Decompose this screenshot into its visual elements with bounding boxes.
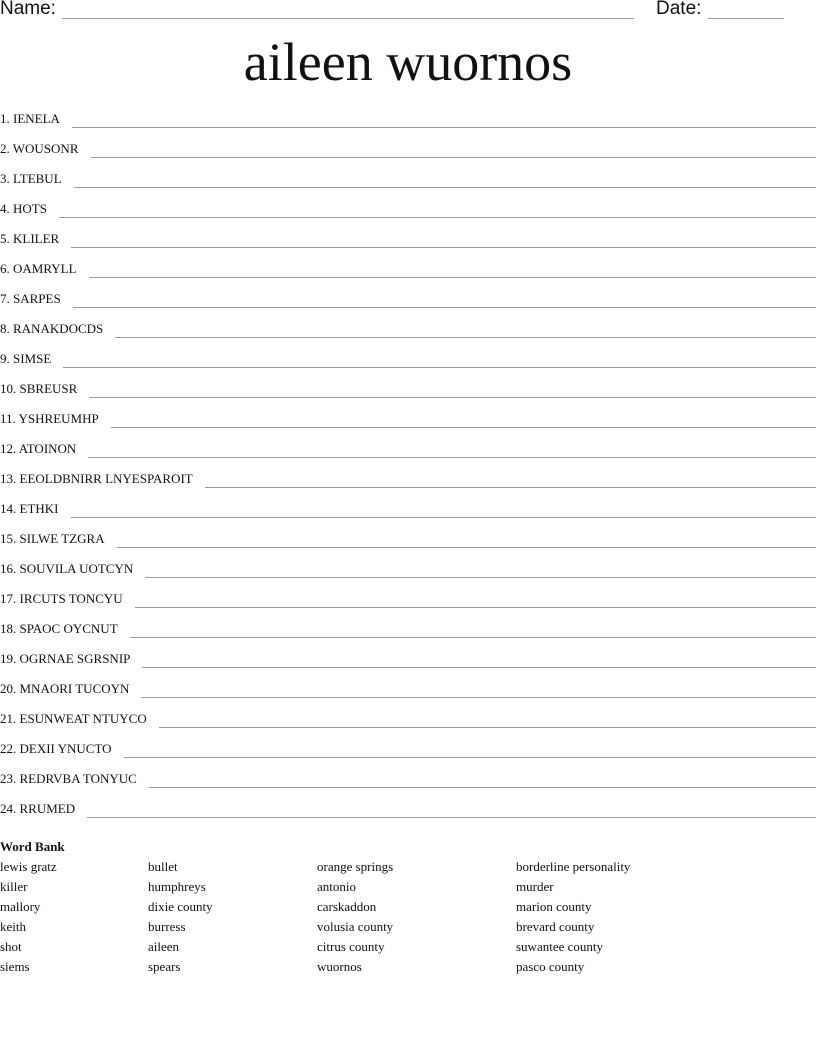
question-list: [0, 112, 816, 818]
question-text: 19. OGRNAE SGRSNIP: [0, 651, 131, 666]
word-bank-title: Word Bank: [0, 839, 65, 854]
word-bank-item: dixie county: [148, 899, 213, 914]
question-row: [0, 112, 816, 128]
question-text: 3. LTEBUL: [0, 171, 62, 186]
question-row: [0, 308, 816, 338]
answer-line[interactable]: [124, 757, 816, 758]
question-row: [0, 548, 816, 578]
word-bank-item: borderline personality: [516, 859, 631, 874]
answer-line[interactable]: [63, 367, 816, 368]
question-row: [0, 218, 816, 248]
word-bank-item: volusia county: [317, 919, 394, 934]
answer-line[interactable]: [111, 427, 816, 428]
question-text: 11. YSHREUMHP: [0, 411, 99, 426]
worksheet-header: [0, 0, 816, 24]
word-bank-item: siems: [0, 959, 30, 974]
answer-line[interactable]: [74, 187, 816, 188]
answer-line[interactable]: [59, 217, 816, 218]
word-bank-item: antonio: [317, 879, 356, 894]
question-row: [0, 398, 816, 428]
question-row: [0, 788, 816, 818]
answer-line[interactable]: [71, 517, 816, 518]
answer-line[interactable]: [117, 547, 816, 548]
question-text: 4. HOTS: [0, 201, 47, 216]
question-row: [0, 428, 816, 458]
answer-line[interactable]: [145, 577, 816, 578]
answer-line[interactable]: [142, 667, 816, 668]
word-bank-item: humphreys: [148, 879, 206, 894]
answer-line[interactable]: [87, 817, 816, 818]
word-bank-item: wuornos: [317, 959, 362, 974]
question-row: [0, 578, 816, 608]
word-bank-item: bullet: [148, 859, 178, 874]
word-bank-item: keith: [0, 919, 26, 934]
word-bank-item: spears: [148, 959, 181, 974]
question-row: [0, 698, 816, 728]
name-label: Name:: [0, 0, 56, 19]
question-row: [0, 128, 816, 158]
question-text: 21. ESUNWEAT NTUYCO: [0, 711, 147, 726]
question-text: 14. ETHKI: [0, 501, 59, 516]
question-text: 7. SARPES: [0, 291, 61, 306]
question-text: 18. SPAOC OYCNUT: [0, 621, 118, 636]
question-row: [0, 668, 816, 698]
question-text: 10. SBREUSR: [0, 381, 78, 396]
name-field[interactable]: [62, 18, 634, 19]
question-text: 13. EEOLDBNIRR LNYESPAROIT: [0, 471, 193, 486]
word-bank-item: citrus county: [317, 939, 385, 954]
word-bank-item: brevard county: [516, 919, 595, 934]
answer-line[interactable]: [88, 457, 816, 458]
word-bank-item: marion county: [516, 899, 592, 914]
answer-line[interactable]: [135, 607, 816, 608]
question-row: [0, 248, 816, 278]
word-bank-item: killer: [0, 879, 28, 894]
answer-line[interactable]: [149, 787, 816, 788]
question-text: 12. ATOINON: [0, 441, 77, 456]
question-row: [0, 608, 816, 638]
question-row: [0, 188, 816, 218]
word-bank-item: mallory: [0, 899, 41, 914]
answer-line[interactable]: [115, 337, 816, 338]
answer-line[interactable]: [205, 487, 816, 488]
question-text: 16. SOUVILA UOTCYN: [0, 561, 134, 576]
word-bank-item: suwantee county: [516, 939, 604, 954]
word-bank: [0, 839, 816, 974]
answer-line[interactable]: [91, 157, 816, 158]
date-label: Date:: [656, 0, 702, 19]
question-text: 2. WOUSONR: [0, 141, 79, 156]
answer-line[interactable]: [159, 727, 816, 728]
answer-line[interactable]: [141, 697, 816, 698]
word-bank-item: burress: [148, 919, 186, 934]
question-text: 17. IRCUTS TONCYU: [0, 591, 123, 606]
question-text: 15. SILWE TZGRA: [0, 531, 105, 546]
answer-line[interactable]: [130, 637, 816, 638]
question-row: [0, 368, 816, 398]
question-row: [0, 758, 816, 788]
question-row: [0, 518, 816, 548]
word-bank-item: lewis gratz: [0, 859, 57, 874]
question-row: [0, 158, 816, 188]
question-text: 8. RANAKDOCDS: [0, 321, 104, 336]
answer-line[interactable]: [71, 247, 816, 248]
word-bank-item: shot: [0, 939, 22, 954]
question-row: [0, 458, 816, 488]
page-title: aileen wuornos: [243, 32, 573, 92]
word-bank-item: carskaddon: [317, 899, 377, 914]
question-text: 20. MNAORI TUCOYN: [0, 681, 130, 696]
question-text: 22. DEXII YNUCTO: [0, 741, 112, 756]
word-bank-item: murder: [516, 879, 554, 894]
question-row: [0, 488, 816, 518]
question-text: 6. OAMRYLL: [0, 261, 77, 276]
word-bank-item: aileen: [148, 939, 180, 954]
question-text: 9. SIMSE: [0, 351, 52, 366]
question-row: [0, 728, 816, 758]
word-bank-item: pasco county: [516, 959, 585, 974]
answer-line[interactable]: [89, 277, 816, 278]
question-text: 23. REDRVBA TONYUC: [0, 771, 137, 786]
question-row: [0, 338, 816, 368]
question-text: 24. RRUMED: [0, 801, 76, 816]
question-text: 5. KLILER: [0, 231, 60, 246]
word-bank-item: orange springs: [317, 859, 394, 874]
answer-line[interactable]: [73, 307, 816, 308]
question-row: [0, 638, 816, 668]
date-field[interactable]: [708, 18, 784, 19]
question-row: [0, 278, 816, 308]
answer-line[interactable]: [72, 127, 816, 128]
answer-line[interactable]: [89, 397, 816, 398]
question-text: 1. IENELA: [0, 111, 60, 126]
